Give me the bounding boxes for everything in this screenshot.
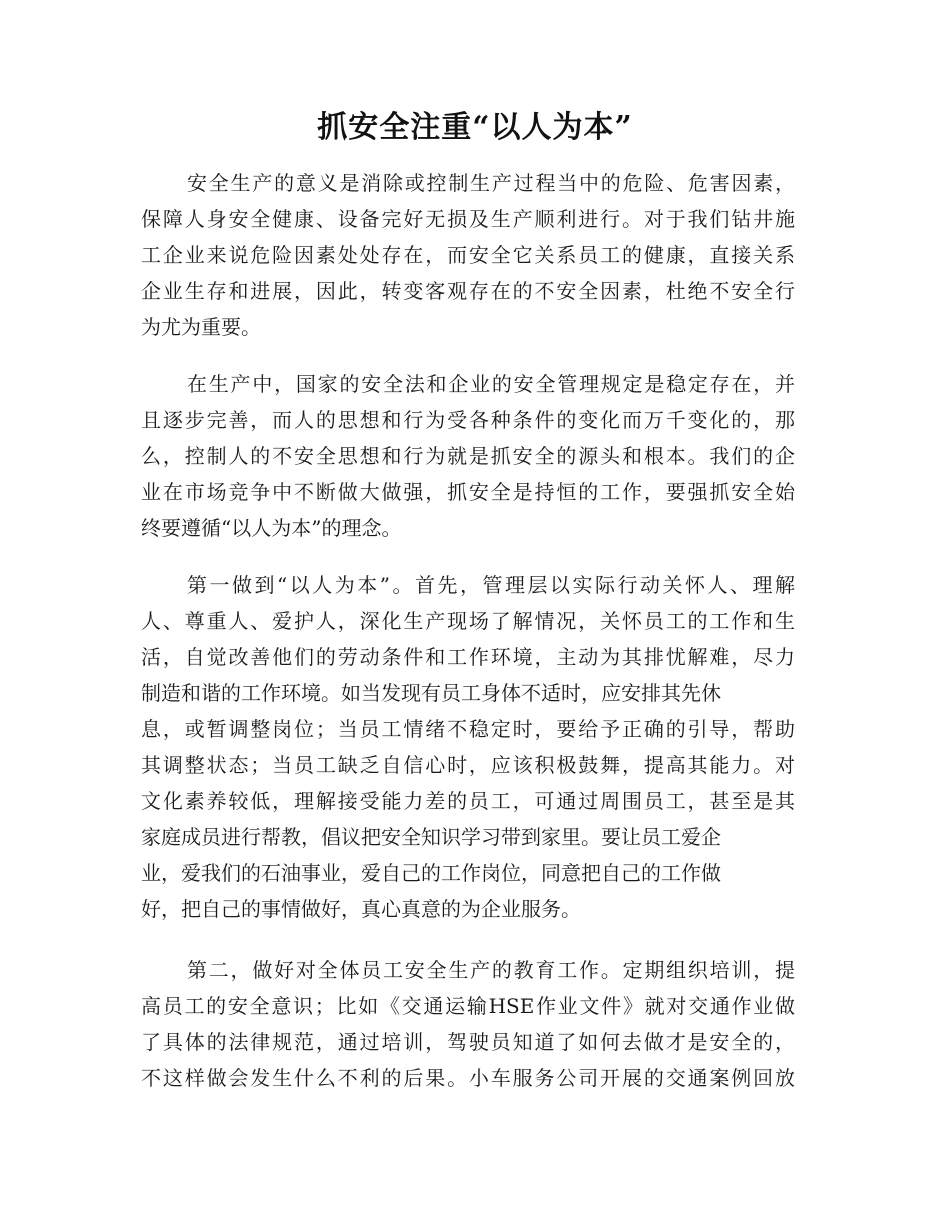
paragraph-line: 制造和谐的工作环境。如当发现有员工身体不适时，应安排其先休 [141,681,721,705]
paragraph-line: 且逐步完善，而人的思想和行为受各种条件的变化而万千变化的，那 [141,408,795,432]
document-title: 抓安全注重“以人为本” [317,110,633,145]
paragraph-line: 息，或暂调整岗位；当员工情绪不稳定时，要给予正确的引导，帮助 [141,717,795,741]
paragraph-3 [141,567,795,927]
paragraph-line: 其调整状态；当员工缺乏自信心时，应该积极鼓舞，提高其能力。对 [141,753,795,777]
paragraph-line: 企业生存和进展，因此，转变客观存在的不安全因素，杜绝不安全行 [141,279,795,303]
paragraph-1 [141,165,795,345]
paragraph-line: 人、尊重人、爱护人，深化生产现场了解情况，关怀员工的工作和生 [141,609,795,633]
paragraph-line: 业在市场竞争中不断做大做强，抓安全是持恒的工作，要强抓安全始 [141,480,795,504]
paragraph-line: 家庭成员进行帮教，倡议把安全知识学习带到家里。要让员工爱企 [141,825,721,849]
paragraph-line: 为尤为重要。 [141,315,261,339]
paragraph-line: 了具体的法律规范，通过培训，驾驶员知道了如何去做才是安全的， [141,1030,795,1054]
paragraph-line: 好，把自己的事情做好，真心真意的为企业服务。 [141,897,581,921]
paragraph-line: 第二，做好对全体员工安全生产的教育工作。定期组织培训，提 [187,958,795,982]
paragraph-line: 第一做到“以人为本”。首先，管理层以实际行动关怀人、理解 [187,573,795,597]
paragraph-line: 么，控制人的不安全思想和行为就是抓安全的源头和根本。我们的企 [141,444,795,468]
paragraph-line: 业，爱我们的石油事业，爱自己的工作岗位，同意把自己的工作做 [141,861,721,885]
paragraph-4 [141,952,795,1096]
paragraph-line: 终要遵循“以人为本”的理念。 [141,516,402,540]
paragraph-2 [141,366,795,546]
paragraph-line: 工企业来说危险因素处处存在，而安全它关系员工的健康，直接关系 [141,243,795,267]
paragraph-line: 文化素养较低，理解接受能力差的员工，可通过周围员工，甚至是其 [141,789,795,813]
paragraph-line: 高员工的安全意识；比如《交通运输HSE作业文件》就对交通作业做 [141,994,795,1018]
paragraph-line: 保障人身安全健康、设备完好无损及生产顺利进行。对于我们钻井施 [141,207,795,231]
paragraph-line: 安全生产的意义是消除或控制生产过程当中的危险、危害因素， [187,171,795,195]
paragraph-line: 在生产中，国家的安全法和企业的安全管理规定是稳定存在，并 [187,372,795,396]
paragraph-line: 不这样做会发生什么不利的后果。小车服务公司开展的交通案例回放 [141,1066,795,1090]
paragraph-line: 活，自觉改善他们的劳动条件和工作环境，主动为其排忧解难，尽力 [141,645,795,669]
